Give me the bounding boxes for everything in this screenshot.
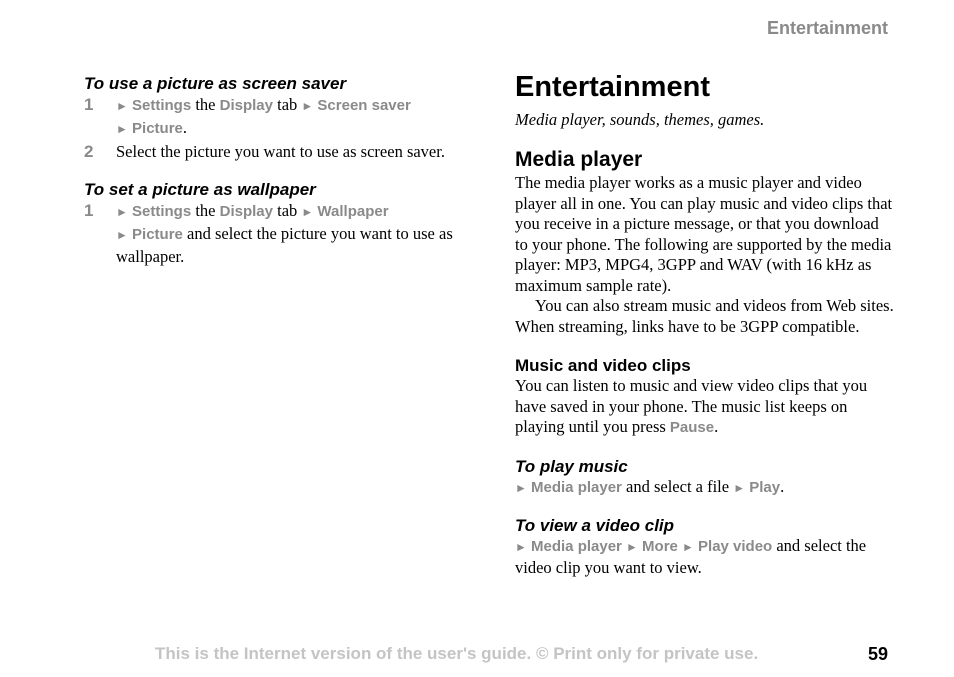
menu-more: More: [642, 538, 678, 555]
arrow-icon: ►: [733, 480, 746, 495]
running-header: Entertainment: [766, 18, 888, 38]
page-number: 59: [867, 644, 888, 664]
menu-play: Play: [749, 478, 781, 496]
arrow-icon: ►: [682, 540, 694, 554]
subsection-heading: Music and video clips: [515, 356, 691, 375]
tab-display: Display: [219, 203, 273, 220]
arrow-icon: ►: [515, 480, 527, 495]
step-number: 1: [84, 201, 94, 220]
menu-media-player: Media player: [531, 478, 622, 496]
paragraph: You can also stream music and videos from Web sites. When streaming, links have to be 3GPP compatible.: [515, 296, 894, 336]
procedure-title: To use a picture as screen saver: [84, 74, 347, 93]
arrow-icon: ►: [116, 228, 128, 242]
procedure-step: ► Media player ► More ► Play video and select the video clip you want to view.: [515, 536, 867, 577]
menu-wallpaper: Wallpaper: [317, 203, 389, 220]
arrow-icon: ►: [301, 205, 314, 219]
menu-screen-saver: Screen saver: [317, 97, 411, 114]
step-1: 1 ► Settings the Display tab ► Wallpaper ► Picture and select the picture you want to use as wallpaper.: [84, 201, 453, 266]
step-number: 1: [84, 95, 94, 114]
procedure-title: To set a picture as wallpaper: [84, 180, 316, 199]
step-2: [84, 141, 464, 162]
tab-display: Display: [219, 97, 273, 114]
arrow-icon: ►: [116, 205, 128, 219]
arrow-icon: ►: [116, 122, 128, 136]
chapter-subtitle: Media player, sounds, themes, games.: [515, 110, 765, 129]
arrow-icon: ►: [515, 540, 527, 554]
arrow-icon: ►: [301, 99, 314, 113]
paragraph: You can listen to music and view video clips that you have saved in your phone. The music list keeps on playing until you press Pause.: [515, 376, 868, 436]
menu-picture: Picture: [132, 226, 183, 243]
procedure-screen-saver: [84, 73, 464, 162]
procedure-title: To play music: [515, 456, 628, 476]
procedure-step: ► Media player and select a file ► Play.: [515, 476, 785, 496]
menu-picture: Picture: [132, 120, 183, 137]
menu-settings: Settings: [132, 203, 192, 220]
menu-play-video: Play video: [698, 538, 773, 555]
button-pause: Pause: [669, 419, 715, 436]
procedure-title: To view a video clip: [515, 516, 675, 535]
section-heading: Media player: [515, 148, 643, 171]
procedure-wallpaper: [84, 179, 464, 267]
footer-note: This is the Internet version of the user's guide. © Print only for private use.: [155, 644, 759, 663]
right-column: [515, 70, 895, 578]
menu-media-player: Media player: [531, 538, 622, 555]
paragraph: The media player works as a music player and video player all in one. You can play music and video clips that you receive in a picture message, or that you download to your phone. The following are supported by the media player: MP3, MPG4, 3GPP and WAV (with 16 kHz as maximum sample rate).: [515, 173, 893, 295]
menu-settings: Settings: [132, 97, 192, 114]
step-1: 1 ► Settings the Display tab ► Screen saver ► Picture.: [84, 95, 411, 137]
chapter-title: Entertainment: [515, 71, 710, 103]
step-text: Select the picture you want to use as screen saver.: [116, 142, 445, 161]
arrow-icon: ►: [116, 99, 128, 113]
left-column: [84, 73, 464, 267]
arrow-icon: ►: [626, 540, 638, 554]
step-number: 2: [84, 142, 94, 161]
